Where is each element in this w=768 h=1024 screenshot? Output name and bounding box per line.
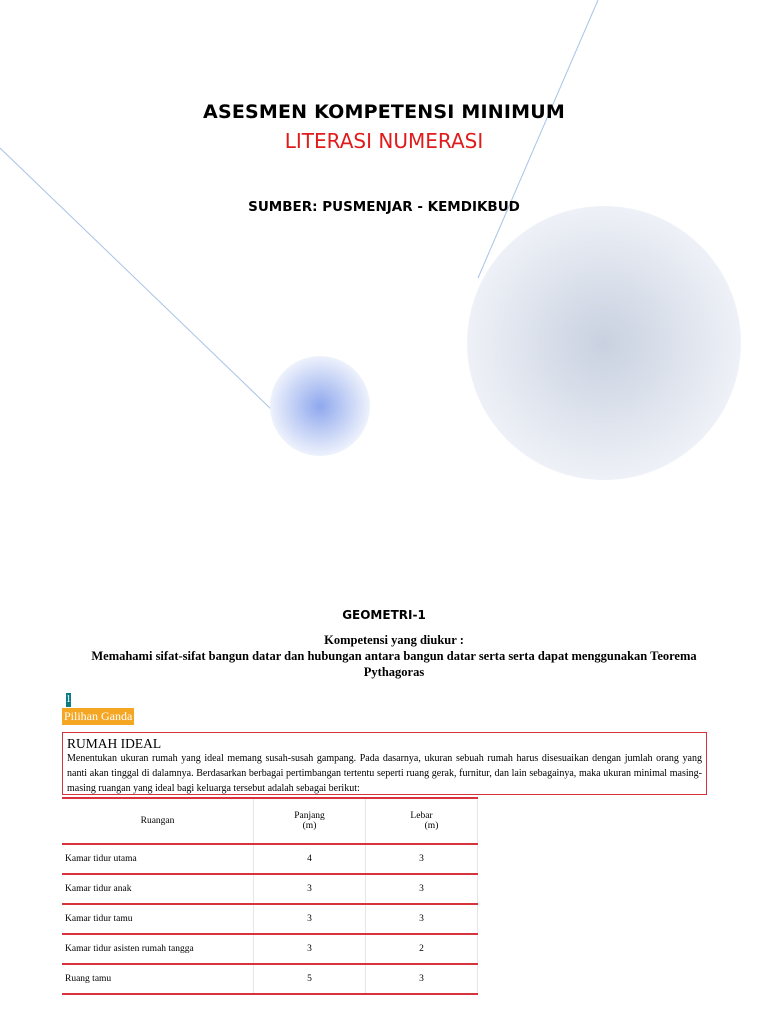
cell-panjang: 3 (254, 874, 366, 904)
question-type-badge: Pilihan Ganda (64, 709, 133, 723)
competency-block (60, 632, 728, 680)
cell-ruangan: Ruang tamu (62, 964, 254, 994)
cell-panjang: 3 (254, 934, 366, 964)
table-row (62, 844, 478, 874)
header-lebar (366, 798, 478, 844)
document-source: SUMBER: PUSMENJAR - KEMDIKBUD (248, 199, 520, 215)
cell-ruangan: Kamar tidur tamu (62, 904, 254, 934)
header-ruangan: Ruangan (62, 798, 254, 844)
stimulus-box (62, 732, 707, 795)
table-row (62, 904, 478, 934)
cell-lebar: 3 (366, 844, 478, 874)
competency-label: Kompetensi yang diukur : (324, 633, 464, 647)
decor-line-left (0, 148, 272, 410)
table-row (62, 934, 478, 964)
document-title: ASESMEN KOMPETENSI MINIMUM (203, 101, 565, 123)
header-lebar-label: Lebar (410, 811, 433, 821)
decor-circle-large (467, 206, 741, 480)
section-title: GEOMETRI-1 (342, 608, 426, 622)
document-subtitle: LITERASI NUMERASI (284, 129, 484, 153)
competency-text: Memahami sifat-sifat bangun datar dan hubungan antara bangun datar serta serta dapat menggunakan Teorema Pythagoras (91, 649, 697, 679)
cell-panjang: 3 (254, 904, 366, 934)
cell-lebar: 3 (366, 874, 478, 904)
cell-ruangan: Kamar tidur asisten rumah tangga (62, 934, 254, 964)
stimulus-text: Menentukan ukuran rumah yang ideal memang susah-susah gampang. Pada dasarnya, ukuran sebuah rumah harus disesuaikan dengan jumlah orang yang nanti akan tinggal di dalamnya. Berdasarkan berbagai pertimbangan tertentu seperti ruang gerak, furnitur, dan lain sebagainya, maka ukuran minimal masing-masing ruangan yang ideal bagi keluarga tersebut adalah sebagai berikut: (67, 753, 702, 794)
table-header-row (62, 798, 478, 844)
question-number-badge: 1 (66, 694, 71, 705)
cell-panjang: 5 (254, 964, 366, 994)
table-row (62, 964, 478, 994)
header-panjang-unit: (m) (302, 821, 317, 831)
table-row (62, 874, 478, 904)
header-lebar-unit: (m) (424, 821, 439, 831)
decor-circle-small (270, 356, 370, 456)
stimulus-title: RUMAH IDEAL (67, 736, 162, 751)
header-panjang (254, 798, 366, 844)
cell-ruangan: Kamar tidur utama (62, 844, 254, 874)
room-size-table (62, 797, 478, 995)
cell-lebar: 2 (366, 934, 478, 964)
header-panjang-label: Panjang (294, 811, 325, 821)
cell-ruangan: Kamar tidur anak (62, 874, 254, 904)
cell-lebar: 3 (366, 964, 478, 994)
cell-panjang: 4 (254, 844, 366, 874)
cell-lebar: 3 (366, 904, 478, 934)
